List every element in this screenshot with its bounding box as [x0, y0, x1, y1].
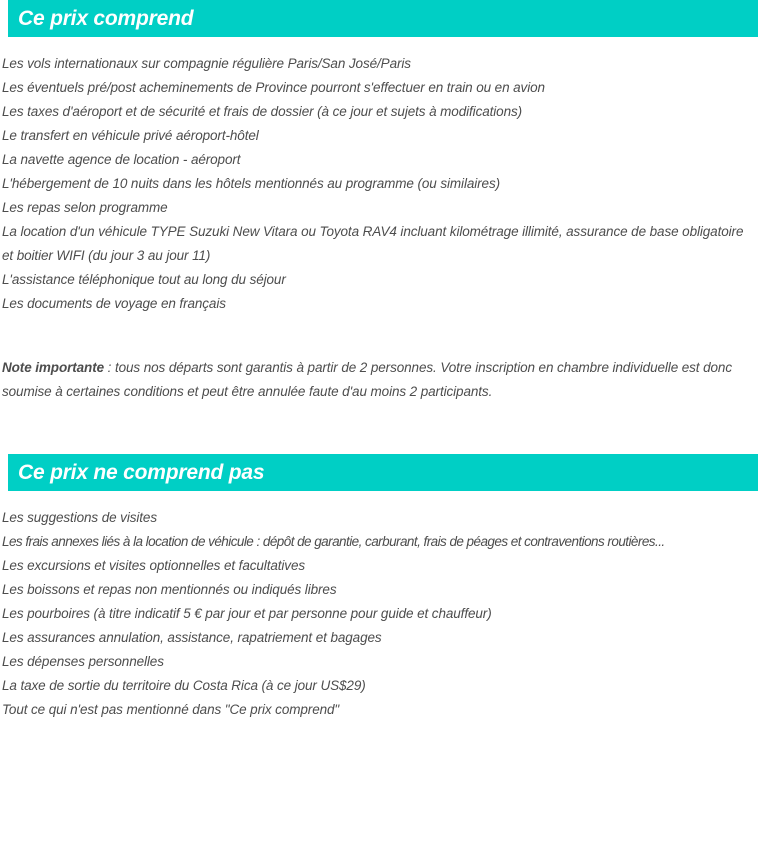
list-item: Les frais annexes liés à la location de véhicule : dépôt de garantie, carburant, frais de péages et contraventions routières...: [2, 534, 665, 549]
list-item: L'hébergement de 10 nuits dans les hôtels mentionnés au programme (ou similaires): [2, 176, 500, 191]
list-item: Les excursions et visites optionnelles et facultatives: [2, 558, 306, 573]
list-item: Les suggestions de visites: [2, 510, 157, 525]
list-item: Les pourboires (à titre indicatif 5 € par jour et par personne pour guide et chauffeur): [2, 606, 492, 621]
list-item: Les éventuels pré/post acheminements de Province pourront s'effectuer en train ou en avion: [2, 80, 545, 95]
list-item: Tout ce qui n'est pas mentionné dans "Ce prix comprend": [2, 702, 340, 717]
list-item: Le transfert en véhicule privé aéroport-hôtel: [2, 128, 259, 143]
excludes-list: [0, 491, 758, 722]
list-item: Les taxes d'aéroport et de sécurité et frais de dossier (à ce jour et sujets à modifications): [2, 104, 523, 119]
includes-list: [0, 37, 758, 404]
list-item: L'assistance téléphonique tout au long du séjour: [2, 272, 286, 287]
list-item: La navette agence de location - aéroport: [2, 152, 241, 167]
section-header-excludes: [8, 454, 758, 491]
important-note: [2, 356, 758, 404]
section-header-includes: [8, 0, 758, 37]
list-item: Les assurances annulation, assistance, rapatriement et bagages: [2, 630, 382, 645]
list-item: Les boissons et repas non mentionnés ou indiqués libres: [2, 582, 337, 597]
list-item: La taxe de sortie du territoire du Costa Rica (à ce jour US$29): [2, 678, 366, 693]
important-note-label: Note importante: [2, 360, 105, 375]
list-item: La location d'un véhicule TYPE Suzuki New Vitara ou Toyota RAV4 incluant kilométrage illimité, assurance de base obligatoire et boitier WIFI (du jour 3 au jour 11): [2, 224, 744, 263]
section-title-includes: Ce prix comprend: [18, 6, 194, 30]
list-item: Les documents de voyage en français: [2, 296, 226, 311]
important-note-text: : tous nos départs sont garantis à partir de 2 personnes. Votre inscription en chambre individuelle est donc soumise à certaines conditions et peut être annulée faute d'au moins 2 participants.: [2, 360, 732, 399]
list-item: Les repas selon programme: [2, 200, 168, 215]
list-item: Les dépenses personnelles: [2, 654, 164, 669]
list-item: Les vols internationaux sur compagnie régulière Paris/San José/Paris: [2, 56, 411, 71]
section-title-excludes: Ce prix ne comprend pas: [18, 460, 265, 484]
